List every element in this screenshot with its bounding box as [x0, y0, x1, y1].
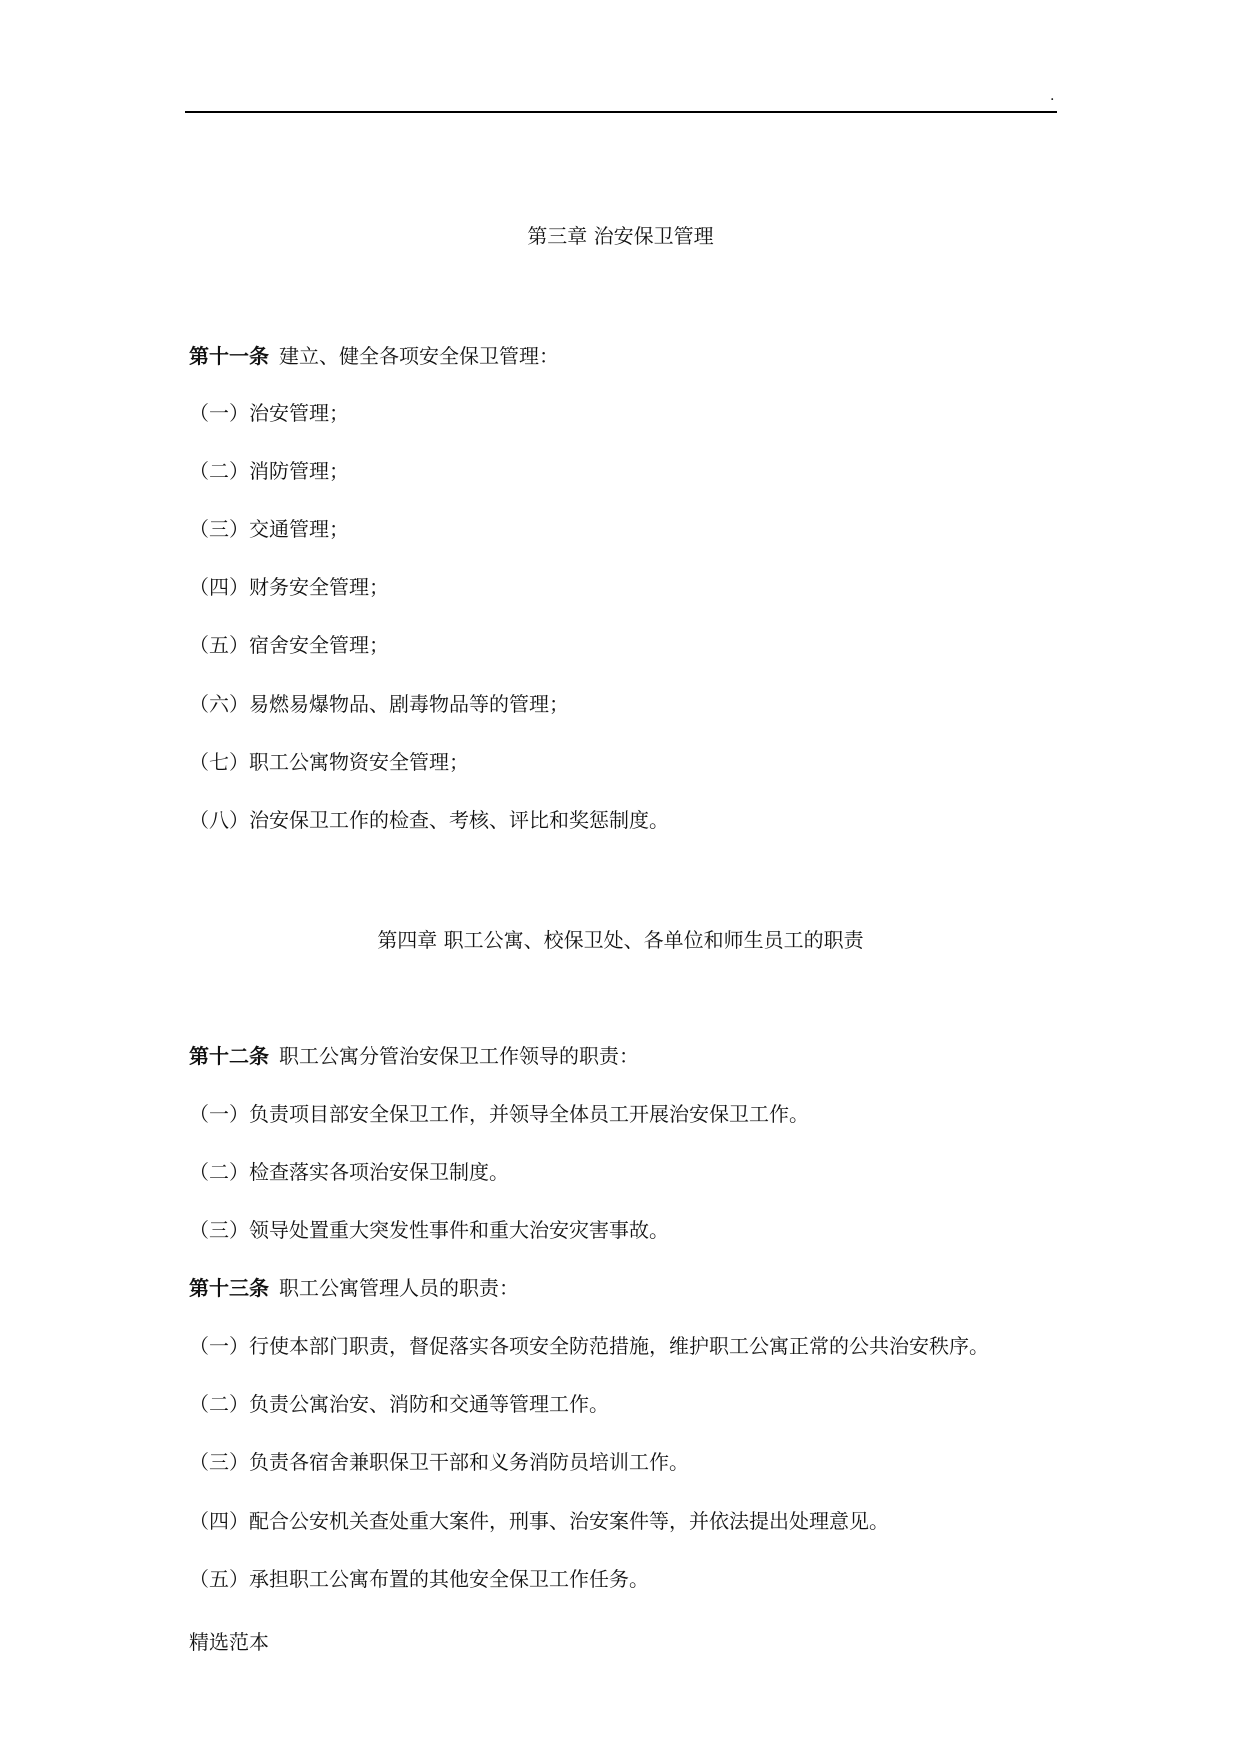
article-12-item-1: （一）负责项目部安全保卫工作，并领导全体员工开展治安保卫工作。 [189, 1102, 809, 1126]
article-11-item-2: （二）消防管理； [189, 459, 349, 483]
article-12-heading [189, 1042, 639, 1070]
article-13-text: 职工公寓管理人员的职责： [279, 1276, 519, 1300]
article-12-item-2: （二）检查落实各项治安保卫制度。 [189, 1160, 509, 1184]
article-11-item-5: （五）宿舍安全管理； [189, 633, 389, 657]
article-13-item-2: （二）负责公寓治安、消防和交通等管理工作。 [189, 1392, 609, 1416]
header-rule [185, 111, 1057, 113]
article-12-number: 第十二条 [189, 1044, 269, 1068]
article-11-item-4: （四）财务安全管理； [189, 575, 389, 599]
article-11-item-3: （三）交通管理； [189, 517, 349, 541]
article-13-heading [189, 1274, 519, 1302]
article-11-item-6: （六）易燃易爆物品、剧毒物品等的管理； [189, 692, 569, 716]
article-11-number: 第十一条 [189, 344, 269, 368]
article-13-item-4: （四）配合公安机关查处重大案件，刑事、治安案件等，并依法提出处理意见。 [189, 1509, 889, 1533]
article-12-text: 职工公寓分管治安保卫工作领导的职责： [279, 1044, 639, 1068]
article-13-item-5: （五）承担职工公寓布置的其他安全保卫工作任务。 [189, 1567, 649, 1591]
article-11-item-1: （一）治安管理； [189, 401, 349, 425]
article-12-item-3: （三）领导处置重大突发性事件和重大治安灾害事故。 [189, 1218, 669, 1242]
article-11-item-7: （七）职工公寓物资安全管理； [189, 750, 469, 774]
article-11-heading [189, 342, 559, 370]
article-13-item-1: （一）行使本部门职责，督促落实各项安全防范措施，维护职工公寓正常的公共治安秩序。 [189, 1334, 989, 1358]
chapter-4-title: 第四章 职工公寓、校保卫处、各单位和师生员工的职责 [377, 928, 864, 952]
header-mark: . [1050, 88, 1055, 104]
article-13-item-3: （三）负责各宿舍兼职保卫干部和义务消防员培训工作。 [189, 1450, 689, 1474]
footer-label: 精选范本 [189, 1630, 269, 1654]
chapter-3-title: 第三章 治安保卫管理 [527, 224, 714, 248]
article-13-number: 第十三条 [189, 1276, 269, 1300]
article-11-text: 建立、健全各项安全保卫管理： [279, 344, 559, 368]
article-11-item-8: （八）治安保卫工作的检查、考核、评比和奖惩制度。 [189, 808, 669, 832]
